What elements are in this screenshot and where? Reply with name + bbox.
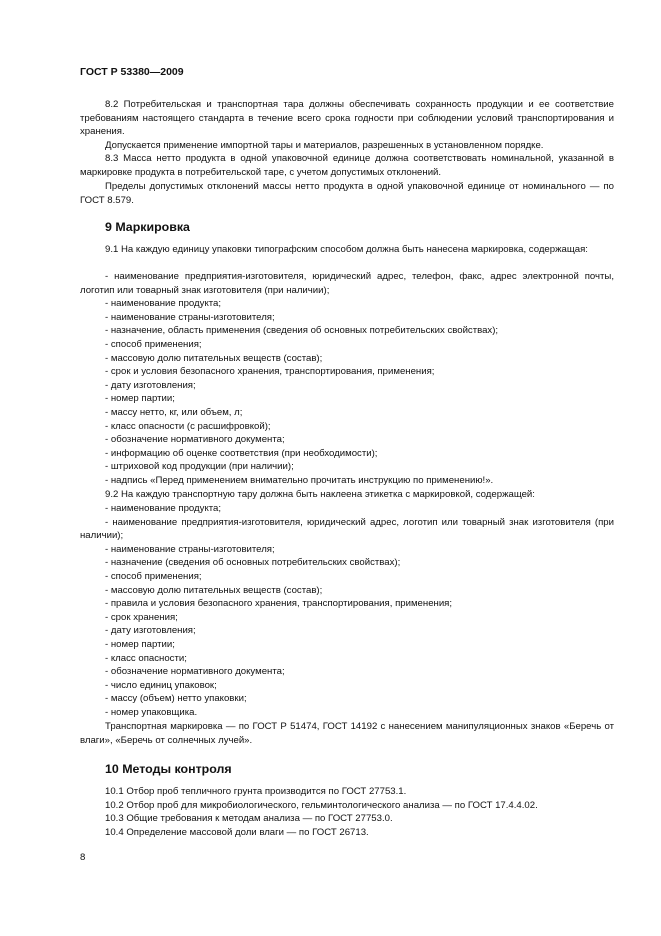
list-item: - массовую долю питательных веществ (состав); (105, 584, 323, 596)
paragraph-tolerance: Пределы допустимых отклонений массы нетто продукта в одной упаковочной единице от номинального — по ГОСТ 8.579. (80, 181, 614, 206)
list-item: 10.2 Отбор проб для микробиологического, гельминтологического анализа — по ГОСТ 17.4.4.02. (105, 799, 538, 811)
list-item: - класс опасности; (105, 652, 187, 664)
control-methods-list (80, 785, 614, 839)
paragraph-9-1: 9.1 На каждую единицу упаковки типографским способом должна быть нанесена маркировка, содержащая: (105, 244, 588, 255)
marking-list-transport (80, 502, 614, 720)
paragraph-transport-marking: Транспортная маркировка — по ГОСТ Р 51474, ГОСТ 14192 с нанесением манипуляционных знаков «Беречь от влаги», «Беречь от солнечных лучей». (80, 721, 614, 746)
list-item: - наименование продукта; (105, 298, 222, 310)
paragraph-8-2: 8.2 Потребительская и транспортная тара должны обеспечивать сохранность продукции и ее соответствие требованиям настоящего стандарта в течение всего срока годности при соблюдении условий транспортирования и хранения. (80, 99, 614, 138)
list-item: - правила и условия безопасного хранения, транспортирования, применения; (105, 598, 453, 610)
list-item: - массу нетто, кг, или объем, л; (105, 406, 243, 418)
section-9-title: 9 Маркировка (105, 220, 190, 234)
paragraph-9-2: 9.2 На каждую транспортную тару должна быть наклеена этикетка с маркировкой, содержащей: (105, 489, 535, 500)
list-item: - срок хранения; (105, 611, 178, 623)
list-item: - номер партии; (105, 393, 175, 405)
list-item: - дату изготовления; (105, 379, 196, 391)
list-item: - наименование предприятия-изготовителя, юридический адрес, телефон, факс, адрес электронной почты, логотип или товарный знак изготовителя (при наличии); (80, 271, 614, 296)
list-item: - дату изготовления; (105, 625, 196, 637)
list-item: - номер упаковщика. (105, 706, 198, 718)
list-item: - номер партии; (105, 638, 175, 650)
list-item: - массу (объем) нетто упаковки; (105, 693, 247, 705)
list-item: - число единиц упаковок; (105, 679, 217, 691)
list-item: - срок и условия безопасного хранения, транспортирования, применения; (105, 366, 435, 378)
page-number: 8 (80, 852, 86, 863)
list-item: 10.3 Общие требования к методам анализа — по ГОСТ 27753.0. (105, 813, 393, 825)
section-10-title: 10 Методы контроля (105, 762, 232, 776)
list-item: - штриховой код продукции (при наличии); (105, 461, 294, 473)
list-item: - наименование страны-изготовителя; (105, 311, 275, 323)
list-item: - обозначение нормативного документа; (105, 434, 285, 446)
list-item: - способ применения; (105, 338, 202, 350)
page-header: ГОСТ Р 53380—2009 (80, 66, 184, 78)
marking-list-unit (80, 270, 614, 488)
list-item: - назначение, область применения (сведения об основных потребительских свойствах); (105, 325, 499, 337)
list-item: - класс опасности (с расшифровкой); (105, 420, 271, 432)
list-item: - массовую долю питательных веществ (состав); (105, 352, 323, 364)
list-item: - наименование предприятия-изготовителя, юридический адрес, логотип или товарный знак изготовителя (при наличии); (80, 516, 614, 542)
paragraph-8-3: 8.3 Масса нетто продукта в одной упаковочной единице должна соответствовать номинальной, указанной в маркировке продукта в потребительской таре, с учетом допустимых отклонений. (80, 153, 614, 178)
list-item: 10.4 Определение массовой доли влаги — по ГОСТ 26713. (105, 826, 369, 838)
list-item: - способ применения; (105, 570, 202, 582)
paragraph-import: Допускается применение импортной тары и материалов, разрешенных в установленном порядке. (105, 140, 544, 151)
list-item: - наименование продукта; (105, 503, 222, 514)
list-item: 10.1 Отбор проб тепличного грунта производится по ГОСТ 27753.1. (105, 786, 407, 797)
list-item: - надпись «Перед применением внимательно прочитать инструкцию по применению!». (105, 474, 494, 486)
list-item: - наименование страны-изготовителя; (105, 543, 275, 555)
list-item: - информацию об оценке соответствия (при необходимости); (105, 447, 378, 459)
list-item: - назначение (сведения об основных потребительских свойствах); (105, 557, 401, 569)
list-item: - обозначение нормативного документа; (105, 666, 285, 678)
